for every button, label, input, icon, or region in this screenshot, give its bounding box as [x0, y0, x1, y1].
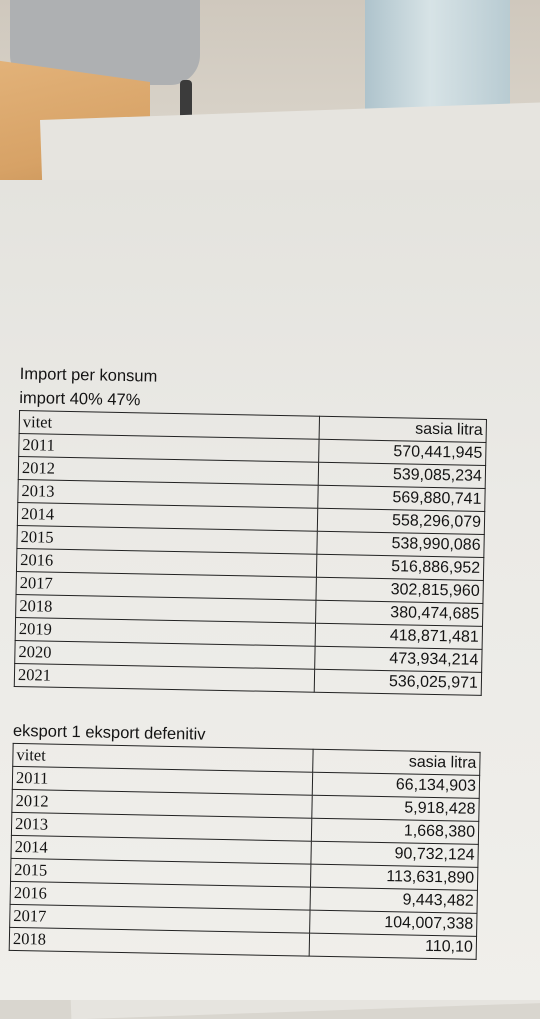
import-value-cell: 539,085,234	[318, 462, 486, 488]
import-year-cell: 2018	[16, 594, 316, 623]
export-year-cell: 2018	[9, 927, 309, 956]
export-year-cell: 2011	[12, 766, 312, 795]
document	[9, 362, 490, 960]
import-title: Import per konsum	[19, 364, 158, 386]
import-year-cell: 2013	[18, 479, 318, 508]
import-table	[14, 410, 487, 696]
import-value-cell: 538,990,086	[317, 531, 485, 557]
import-value-cell: 302,815,960	[316, 577, 484, 603]
import-year-cell: 2020	[15, 640, 315, 669]
export-value-cell: 90,732,124	[311, 841, 479, 867]
export-value-cell: 66,134,903	[312, 772, 480, 798]
export-value-cell: 1,668,380	[311, 818, 479, 844]
export-year-cell: 2015	[11, 858, 311, 887]
import-col-year: vitet	[19, 411, 319, 440]
export-year-cell: 2012	[12, 789, 312, 818]
export-title: eksport 1 eksport defenitiv	[12, 721, 206, 744]
export-value-cell: 113,631,890	[310, 864, 478, 890]
import-year-cell: 2017	[16, 571, 316, 600]
import-value-cell: 473,934,214	[314, 646, 482, 672]
export-year-cell: 2014	[11, 835, 311, 864]
export-value-cell: 5,918,428	[311, 795, 479, 821]
import-year-cell: 2015	[17, 525, 317, 554]
import-year-cell: 2019	[15, 617, 315, 646]
export-year-cell: 2017	[10, 904, 310, 933]
export-value-cell: 104,007,338	[309, 910, 477, 936]
import-value-cell: 570,441,945	[318, 439, 486, 465]
import-year-cell: 2021	[14, 663, 314, 692]
import-col-value: sasia litra	[319, 416, 487, 442]
export-table	[9, 743, 481, 960]
export-col-year: vitet	[13, 743, 313, 772]
import-value-cell: 418,871,481	[315, 623, 483, 649]
import-year-cell: 2012	[18, 456, 318, 485]
import-value-cell: 569,880,741	[317, 485, 485, 511]
import-year-cell: 2011	[19, 433, 319, 462]
export-year-cell: 2013	[11, 812, 311, 841]
export-value-cell: 110,10	[309, 933, 477, 959]
import-subtitle: import 40% 47%	[19, 388, 141, 410]
import-year-cell: 2016	[16, 548, 316, 577]
export-value-cell: 9,443,482	[310, 887, 478, 913]
import-year-cell: 2014	[17, 502, 317, 531]
export-year-cell: 2016	[10, 881, 310, 910]
import-value-cell: 558,296,079	[317, 508, 485, 534]
import-value-cell: 536,025,971	[314, 669, 482, 695]
import-value-cell: 516,886,952	[316, 554, 484, 580]
export-col-value: sasia litra	[312, 749, 480, 775]
import-value-cell: 380,474,685	[315, 600, 483, 626]
